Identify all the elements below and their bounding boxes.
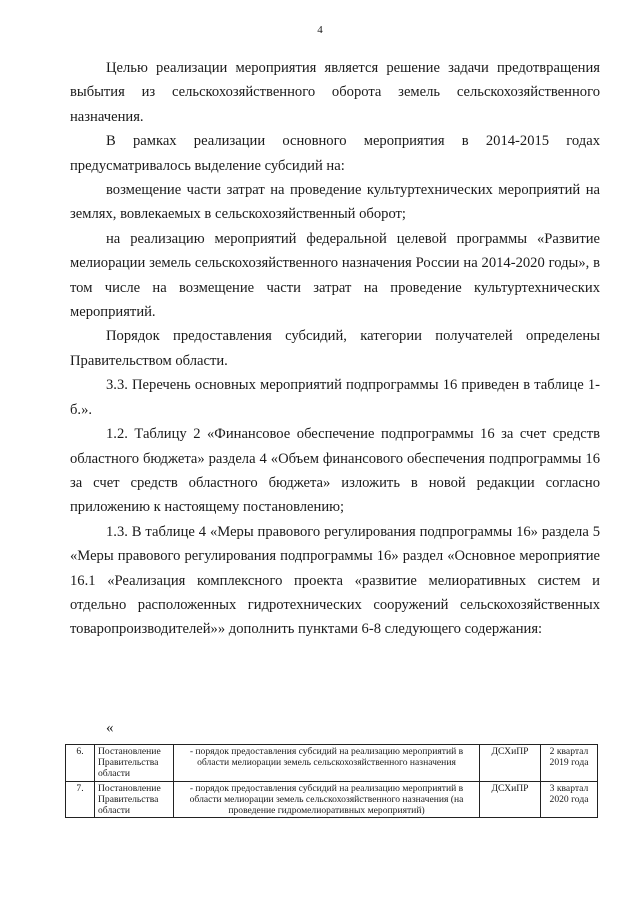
measure-description: - порядок предоставления субсидий на реализацию мероприятий в области мелиорации земель сельскохозяйственного назначения (на проведение гидромелиоративных мероприятий): [174, 781, 480, 818]
paragraph-goal: Целью реализации мероприятия является решение задачи предотвращения выбытия из сельскохозяйственного оборота земель сельскохозяйственного назначения.: [70, 60, 600, 125]
responsible-executor: ДСХиПР: [480, 781, 541, 818]
table-row: [66, 745, 598, 782]
document-type: Постановление Правительства области: [95, 745, 174, 782]
document-type: Постановление Правительства области: [95, 781, 174, 818]
paragraph-3-3: 3.3. Перечень основных мероприятий подпрограммы 16 приведен в таблице 1-б.».: [70, 377, 600, 418]
paragraph-federal-program: на реализацию мероприятий федеральной целевой программы «Развитие мелиорации земель сельскохозяйственного назначения России на 2014-2020 годы», в том числе на возмещение части затрат на проведение культуртехнических мероприятий.: [70, 230, 600, 321]
row-number: 6.: [66, 745, 95, 782]
paragraph-1-2: 1.2. Таблицу 2 «Финансовое обеспечение подпрограммы 16 за счет средств областного бюджета» раздела 4 «Объем финансового обеспечения подпрограммы 16 за счет средств областного бюджета» изложить в новой редакции согласно приложению к настоящему постановлению;: [70, 426, 600, 516]
paragraph-procedure: Порядок предоставления субсидий, категории получателей определены Правительством области.: [70, 328, 600, 369]
row-number: 7.: [66, 781, 95, 818]
deadline: 3 квартал 2020 года: [541, 781, 598, 818]
body-text: [70, 56, 600, 642]
paragraph-subsidies-intro: В рамках реализации основного мероприятия в 2014-2015 годах предусматривалось выделение субсидий на:: [70, 133, 600, 174]
legal-measures-table: [65, 744, 598, 818]
opening-quote-mark: «: [106, 720, 114, 736]
paragraph-1-3: 1.3. В таблице 4 «Меры правового регулирования подпрограммы 16» раздела 5 «Меры правового регулирования подпрограммы 16» раздел «Основное мероприятие 16.1 «Реализация комплексного проекта «развитие мелиоративных систем и отдельно расположенных гидротехнических сооружений сельскохозяйственных товаропроизводителей»» дополнить пунктами 6-8 следующего содержания:: [70, 523, 600, 638]
paragraph-cultural-works: возмещение части затрат на проведение культуртехнических мероприятий на землях, вовлекаемых в сельскохозяйственный оборот;: [70, 182, 600, 223]
responsible-executor: ДСХиПР: [480, 745, 541, 782]
table-row: [66, 781, 598, 818]
measure-description: - порядок предоставления субсидий на реализацию мероприятий в области мелиорации земель сельскохозяйственного назначения: [174, 745, 480, 782]
deadline: 2 квартал 2019 года: [541, 745, 598, 782]
page-number: 4: [317, 24, 323, 36]
